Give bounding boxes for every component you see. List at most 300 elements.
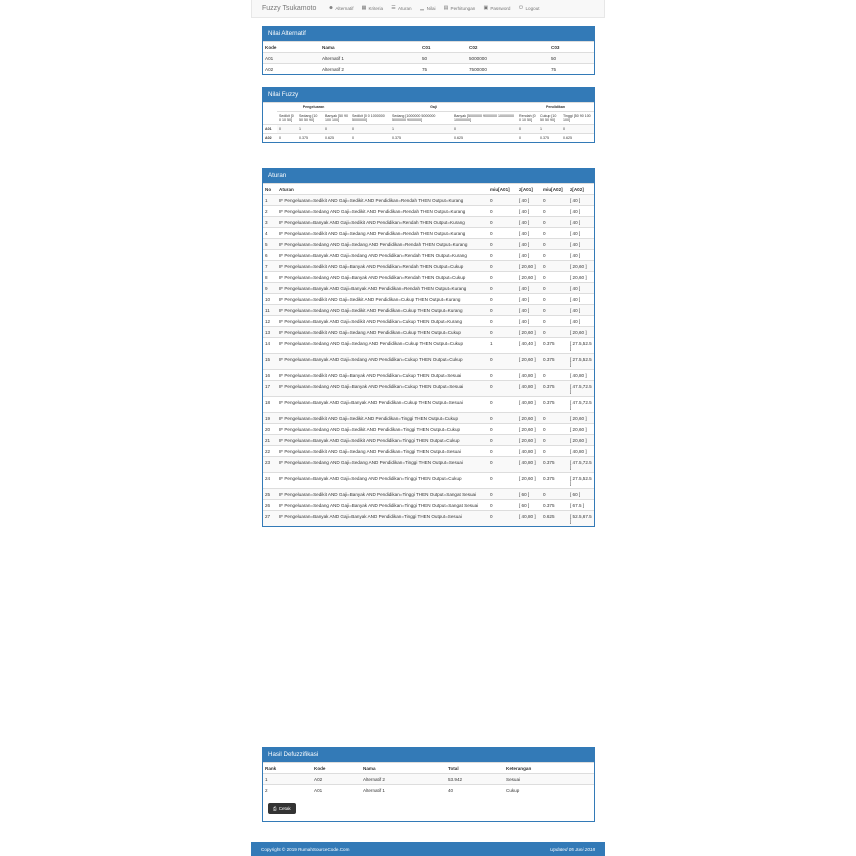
table-cell: 0 [541,424,568,435]
fuzzy-sub-header: Sedikit [0 0 10 50] [277,112,297,125]
table-cell: 0 [488,500,517,511]
table-cell: 9 [263,283,277,294]
table-cell: [ 20,60 ] [568,424,594,435]
table-cell: A01 [312,785,361,796]
lock-icon: ▣ [483,5,489,11]
table-cell: Alternatif 2 [361,774,446,785]
table-cell: [ 20,60 ] [568,435,594,446]
nav-item-aturan[interactable] [387,6,416,11]
table-cell: 0 [541,327,568,338]
table-cell: 0 [517,125,538,134]
table-cell: 1 [263,774,312,785]
aturan-table [263,183,594,526]
table-cell: [ 20,60 ] [568,413,594,424]
print-button[interactable] [268,803,296,814]
table-cell: 21 [263,435,277,446]
table-cell: 0 [541,217,568,228]
table-cell: [ 27.5,52.5 ] [568,354,594,370]
footer [251,842,605,856]
table-cell: [ 40,80 ] [517,397,541,413]
table-row [263,397,594,413]
table-row [263,195,594,206]
table-cell: 0 [488,457,517,473]
fuzzy-sub-header: Tinggi [50 90 100 100] [561,112,594,125]
table-row [263,283,594,294]
nav-item-logout[interactable] [514,6,543,11]
table-cell: IF Pengeluaran=Sedang AND Gaji=Sedikit AND Pendidikan=Tinggi THEN Output=Cukup [277,424,488,435]
table-cell: [ 40 ] [517,228,541,239]
table-row [263,424,594,435]
table-cell: IF Pengeluaran=Sedang AND Gaji=Sedikit AND Pendidikan=Rendah THEN Output=Kurang [277,206,488,217]
table-cell: 0 [541,283,568,294]
table-cell: 0 [488,283,517,294]
table-cell: IF Pengeluaran=Sedikit AND Gaji=Sedang AND Pendidikan=Tinggi THEN Output=Sesuai [277,446,488,457]
table-cell: 0 [488,435,517,446]
table-row [263,446,594,457]
table-cell: IF Pengeluaran=Sedikit AND Gaji=Sedikit AND Pendidikan=Tinggi THEN Output=Cukup [277,413,488,424]
table-cell: 5000000 [467,53,549,64]
table-cell: IF Pengeluaran=Sedikit AND Gaji=Sedang AND Pendidikan=Cukup THEN Output=Cukup [277,327,488,338]
table-cell: [ 20,60 ] [517,354,541,370]
table-cell: [ 40,80 ] [517,370,541,381]
print-icon: ⎙ [273,806,277,811]
table-cell: [ 40 ] [568,195,594,206]
table-cell: 0 [541,489,568,500]
footer-updated: Updated 05 Juni 2018 [550,846,595,852]
table-cell: 40 [446,785,504,796]
alternatif-panel [262,26,595,75]
table-cell: 0.375 [541,397,568,413]
table-cell: 0.375 [297,134,323,143]
table-cell: A02 [312,774,361,785]
table-cell: 0.625 [541,511,568,527]
table-row [263,228,594,239]
table-cell: 0 [541,228,568,239]
table-cell: [ 20,60 ] [517,435,541,446]
table-cell: 0 [541,206,568,217]
table-cell: [ 40 ] [568,316,594,327]
table-cell: 1 [488,338,517,354]
grid-icon: ▦ [361,5,367,11]
table-cell: [ 40 ] [568,228,594,239]
table-cell: 53.942 [446,774,504,785]
column-header: No [263,184,277,195]
table-cell: 25 [263,489,277,500]
table-cell: 0 [488,446,517,457]
table-cell: 19 [263,413,277,424]
table-cell: [ 27.5,52.5 ] [568,473,594,489]
table-cell: 0 [488,381,517,397]
table-cell: IF Pengeluaran=Banyak AND Gaji=Sedikit AND Pendidikan=Tinggi THEN Output=Cukup [277,435,488,446]
nav-item-label: Aturan [398,6,412,11]
table-cell: IF Pengeluaran=Banyak AND Gaji=Sedikit AND Pendidikan=Rendah THEN Output=Kurang [277,217,488,228]
table-cell: 8 [263,272,277,283]
table-cell: 0 [488,316,517,327]
fuzzy-group-header: Pengeluaran [277,103,350,112]
table-cell: 5 [263,239,277,250]
table-row [263,125,594,134]
table-cell: 0 [541,435,568,446]
fuzzy-sub-header: Sedang [1000000 5000000 5000000 9000000] [390,112,452,125]
table-cell: [ 40 ] [517,217,541,228]
table-cell: 10 [263,294,277,305]
table-cell: 0 [488,272,517,283]
table-cell: 6 [263,250,277,261]
nav-item-label: Nilai [426,6,436,11]
table-cell: 0 [277,125,297,134]
table-cell: Alternatif 1 [361,785,446,796]
table-cell: IF Pengeluaran=Sedang AND Gaji=Banyak AND Pendidikan=Cukup THEN Output=Sesuai [277,381,488,397]
table-cell: IF Pengeluaran=Banyak AND Gaji=Banyak AND Pendidikan=Tinggi THEN Output=Sesuai [277,511,488,527]
table-cell: 26 [263,500,277,511]
signal-icon: ▁ [420,5,425,11]
column-header: Aturan [277,184,488,195]
table-row [263,381,594,397]
table-row [263,457,594,473]
table-cell: 0 [488,250,517,261]
table-cell: 75 [420,64,467,75]
fuzzy-row-code: A02 [263,134,277,143]
table-cell: 0 [323,125,350,134]
table-row [263,413,594,424]
table-row [263,354,594,370]
top-navbar [251,0,605,18]
table-cell: 0 [350,134,390,143]
table-cell: A02 [263,64,320,75]
table-row [263,435,594,446]
table-cell: 0 [277,134,297,143]
fuzzy-group-header: Gaji [350,103,517,112]
table-cell: 20 [263,424,277,435]
column-header: C01 [420,42,467,53]
table-cell: [ 20,60 ] [517,261,541,272]
fuzzy-corner [263,103,277,125]
table-cell: [ 40 ] [517,206,541,217]
table-cell: [ 60 ] [517,500,541,511]
table-row [263,473,594,489]
table-cell: 50 [420,53,467,64]
table-cell: [ 20,60 ] [568,261,594,272]
table-cell: 0.375 [541,473,568,489]
table-cell: 0 [488,397,517,413]
table-row [263,261,594,272]
table-cell: 14 [263,338,277,354]
table-cell: [ 40 ] [517,316,541,327]
table-cell: IF Pengeluaran=Sedikit AND Gaji=Banyak AND Pendidikan=Tinggi THEN Output=Sangat Sesuai [277,489,488,500]
table-cell: 0 [561,125,594,134]
table-cell: IF Pengeluaran=Banyak AND Gaji=Sedang AND Pendidikan=Tinggi THEN Output=Cukup [277,473,488,489]
column-header: z[A01] [517,184,541,195]
table-cell: [ 60 ] [568,489,594,500]
table-cell: [ 47.5,72.5 ] [568,457,594,473]
table-cell: 0 [488,195,517,206]
table-cell: [ 40,40 ] [517,338,541,354]
table-cell: 0 [541,195,568,206]
table-cell: [ 40 ] [517,294,541,305]
table-cell: 0 [488,354,517,370]
table-cell: [ 40 ] [568,239,594,250]
table-cell: [ 47.5,72.5 ] [568,381,594,397]
table-cell: [ 67.5 ] [568,500,594,511]
fuzzy-sub-header: Banyak [50 90 100 100] [323,112,350,125]
table-cell: 2 [263,206,277,217]
table-cell: IF Pengeluaran=Sedikit AND Gaji=Banyak AND Pendidikan=Cukup THEN Output=Sesuai [277,370,488,381]
table-cell: Alternatif 1 [320,53,420,64]
table-cell: 0 [541,305,568,316]
table-cell: 0 [488,511,517,527]
table-row [263,272,594,283]
table-cell: 0.375 [390,134,452,143]
table-row [263,785,594,796]
table-cell: [ 40,80 ] [517,381,541,397]
table-cell: IF Pengeluaran=Banyak AND Gaji=Sedang AND Pendidikan=Rendah THEN Output=Kurang [277,250,488,261]
column-header: Total [446,763,504,774]
nav-item-password[interactable] [479,6,514,11]
column-header: Rank [263,763,312,774]
table-cell: 0.375 [538,134,561,143]
table-row [263,294,594,305]
table-cell: 0 [488,261,517,272]
table-cell: [ 40 ] [517,305,541,316]
table-cell: 0 [488,228,517,239]
table-cell: IF Pengeluaran=Banyak AND Gaji=Banyak AND Pendidikan=Rendah THEN Output=Kurang [277,283,488,294]
table-cell: 23 [263,457,277,473]
table-cell: 0.625 [323,134,350,143]
aturan-panel-title: Aturan [263,169,594,183]
table-cell: 0 [488,413,517,424]
table-cell: 0 [541,446,568,457]
calculator-icon: ▤ [443,5,449,11]
table-cell: 0.375 [541,354,568,370]
table-cell: [ 20,60 ] [517,473,541,489]
table-cell: 3 [263,217,277,228]
table-cell: [ 47.5,72.5 ] [568,397,594,413]
table-cell: 1 [538,125,561,134]
table-row [263,250,594,261]
table-cell: 0.375 [541,381,568,397]
table-cell: [ 60 ] [517,489,541,500]
column-header: z[A02] [568,184,594,195]
table-cell: 50 [549,53,594,64]
table-cell: 0 [488,206,517,217]
table-cell: [ 40 ] [568,217,594,228]
table-cell: IF Pengeluaran=Sedang AND Gaji=Sedikit AND Pendidikan=Cukup THEN Output=Kurang [277,305,488,316]
table-cell: 7 [263,261,277,272]
nav-item-perhitungan[interactable] [440,6,480,11]
table-cell: 0 [452,125,517,134]
table-cell: [ 40 ] [517,250,541,261]
table-row [263,239,594,250]
fuzzy-group-header: Pendidikan [517,103,594,112]
table-cell: [ 40 ] [568,206,594,217]
table-row [263,305,594,316]
table-row [263,327,594,338]
table-cell: 16 [263,370,277,381]
table-row [263,774,594,785]
table-row [263,370,594,381]
fuzzy-sub-header: Sedikit [0 0 1000000 5000000] [350,112,390,125]
table-cell: 24 [263,473,277,489]
table-cell: 18 [263,397,277,413]
table-cell: 0 [541,250,568,261]
fuzzy-table [263,102,594,142]
table-cell: [ 20,60 ] [568,272,594,283]
column-header: miu[A02] [541,184,568,195]
table-cell: 0 [541,239,568,250]
aturan-panel [262,168,595,527]
table-cell: [ 20,60 ] [517,272,541,283]
table-cell: 22 [263,446,277,457]
table-cell: 0.375 [541,338,568,354]
table-cell: 12 [263,316,277,327]
table-cell: [ 40 ] [517,239,541,250]
table-cell: [ 40 ] [568,283,594,294]
table-cell: 0 [541,272,568,283]
table-cell: [ 40 ] [568,250,594,261]
table-row [263,217,594,228]
nav-item-kriteria[interactable] [357,6,387,11]
table-cell: 0.375 [541,457,568,473]
table-cell: [ 20,60 ] [517,413,541,424]
table-cell: IF Pengeluaran=Sedang AND Gaji=Sedang AND Pendidikan=Rendah THEN Output=Kurang [277,239,488,250]
table-cell: [ 40,80 ] [517,457,541,473]
nav-item-label: Alternatif [335,6,354,11]
table-cell: 4 [263,228,277,239]
column-header: Kode [312,763,361,774]
list-icon: ☰ [391,5,396,11]
table-row [263,206,594,217]
table-cell: IF Pengeluaran=Sedang AND Gaji=Banyak AND Pendidikan=Tinggi THEN Output=Sangat Sesuai [277,500,488,511]
fuzzy-sub-header: Sedang [10 50 50 90] [297,112,323,125]
hasil-panel [262,747,595,822]
table-cell: 7500000 [467,64,549,75]
table-cell: IF Pengeluaran=Banyak AND Gaji=Banyak AND Pendidikan=Cukup THEN Output=Sesuai [277,397,488,413]
table-cell: [ 40,80 ] [517,446,541,457]
table-row [263,338,594,354]
column-header: C02 [467,42,549,53]
nav-item-alternatif[interactable] [324,6,357,11]
hasil-table [263,762,594,795]
table-cell: IF Pengeluaran=Banyak AND Gaji=Sedikit AND Pendidikan=Cukup THEN Output=Kurang [277,316,488,327]
table-cell: Alternatif 2 [320,64,420,75]
table-cell: [ 20,60 ] [517,327,541,338]
nav-item-label: Perhitungan [450,6,476,11]
table-cell: 0 [541,261,568,272]
table-cell: [ 40 ] [568,305,594,316]
print-button-label: Cetak [278,806,291,811]
table-cell: 0 [488,370,517,381]
table-cell: 0 [488,239,517,250]
table-cell: 0 [488,327,517,338]
table-cell: 0 [541,316,568,327]
table-cell: [ 40 ] [568,294,594,305]
nav-item-label: Kriteria [368,6,384,11]
hasil-panel-title: Hasil Defuzzifikasi [263,748,594,762]
table-cell: 0 [488,473,517,489]
nav-item-label: Password [490,6,511,11]
table-cell: 17 [263,381,277,397]
table-cell: [ 52.5,67.5 ] [568,511,594,527]
alternatif-table [263,41,594,74]
fuzzy-sub-header: Banyak [5000000 9000000 10000000 10000000] [452,112,517,125]
table-row [263,511,594,527]
nav-menu [324,6,543,11]
fuzzy-panel [262,87,595,143]
table-cell: 0 [350,125,390,134]
table-row [263,500,594,511]
fuzzy-panel-title: Nilai Fuzzy [263,88,594,102]
table-cell: 1 [263,195,277,206]
table-cell: [ 20,60 ] [568,327,594,338]
table-cell: 75 [549,64,594,75]
table-cell: 0 [488,424,517,435]
column-header: miu[A01] [488,184,517,195]
table-cell: 0.625 [561,134,594,143]
column-header: Nama [320,42,420,53]
table-cell: [ 40,80 ] [568,370,594,381]
table-cell: [ 40 ] [517,283,541,294]
table-cell: [ 40,80 ] [517,511,541,527]
table-cell: IF Pengeluaran=Sedikit AND Gaji=Sedikit AND Pendidikan=Cukup THEN Output=Kurang [277,294,488,305]
nav-item-nilai[interactable] [416,6,440,11]
fuzzy-sub-header: Rendah [0 0 10 50] [517,112,538,125]
table-cell: IF Pengeluaran=Sedang AND Gaji=Sedang AND Pendidikan=Cukup THEN Output=Cukup [277,338,488,354]
table-cell: 0 [541,294,568,305]
table-cell: IF Pengeluaran=Sedikit AND Gaji=Banyak AND Pendidikan=Rendah THEN Output=Cukup [277,261,488,272]
table-cell: 0 [541,413,568,424]
table-cell: IF Pengeluaran=Sedikit AND Gaji=Sedang AND Pendidikan=Rendah THEN Output=Kurang [277,228,488,239]
table-cell: 0 [488,305,517,316]
alternatif-panel-title: Nilai Alternatif [263,27,594,41]
table-cell: [ 27.5,52.5 ] [568,338,594,354]
table-cell: [ 40,80 ] [568,446,594,457]
table-row [263,64,594,75]
table-cell: IF Pengeluaran=Sedikit AND Gaji=Sedikit AND Pendidikan=Rendah THEN Output=Kurang [277,195,488,206]
column-header: Nama [361,763,446,774]
table-cell: 0.375 [541,500,568,511]
table-cell: IF Pengeluaran=Sedang AND Gaji=Banyak AND Pendidikan=Rendah THEN Output=Cukup [277,272,488,283]
table-cell: 2 [263,785,312,796]
footer-copyright: Copyright © 2019 RumahSourceCode.Com [261,846,350,852]
table-cell: 0 [488,489,517,500]
table-cell: 13 [263,327,277,338]
nav-item-label: Logout [525,6,540,11]
table-cell: [ 20,60 ] [517,424,541,435]
power-icon: ⏻ [519,5,523,11]
table-cell: IF Pengeluaran=Sedang AND Gaji=Sedang AND Pendidikan=Tinggi THEN Output=Sesuai [277,457,488,473]
table-cell: Cukup [504,785,594,796]
table-cell: IF Pengeluaran=Banyak AND Gaji=Sedang AND Pendidikan=Cukup THEN Output=Cukup [277,354,488,370]
table-cell: 15 [263,354,277,370]
table-cell: 1 [297,125,323,134]
table-cell: Sesuai [504,774,594,785]
column-header: C03 [549,42,594,53]
brand-link[interactable]: Fuzzy Tsukamoto [262,5,317,12]
table-cell: 11 [263,305,277,316]
table-cell: 0 [541,370,568,381]
column-header: Keterangan [504,763,594,774]
table-cell: 1 [390,125,452,134]
table-cell: 0 [517,134,538,143]
table-cell: 27 [263,511,277,527]
fuzzy-row-code: A01 [263,125,277,134]
user-icon: ☻ [328,5,334,11]
table-cell: 0 [488,217,517,228]
fuzzy-sub-header: Cukup [10 50 50 90] [538,112,561,125]
table-cell: 0.625 [452,134,517,143]
table-row [263,53,594,64]
table-cell: 0 [488,294,517,305]
